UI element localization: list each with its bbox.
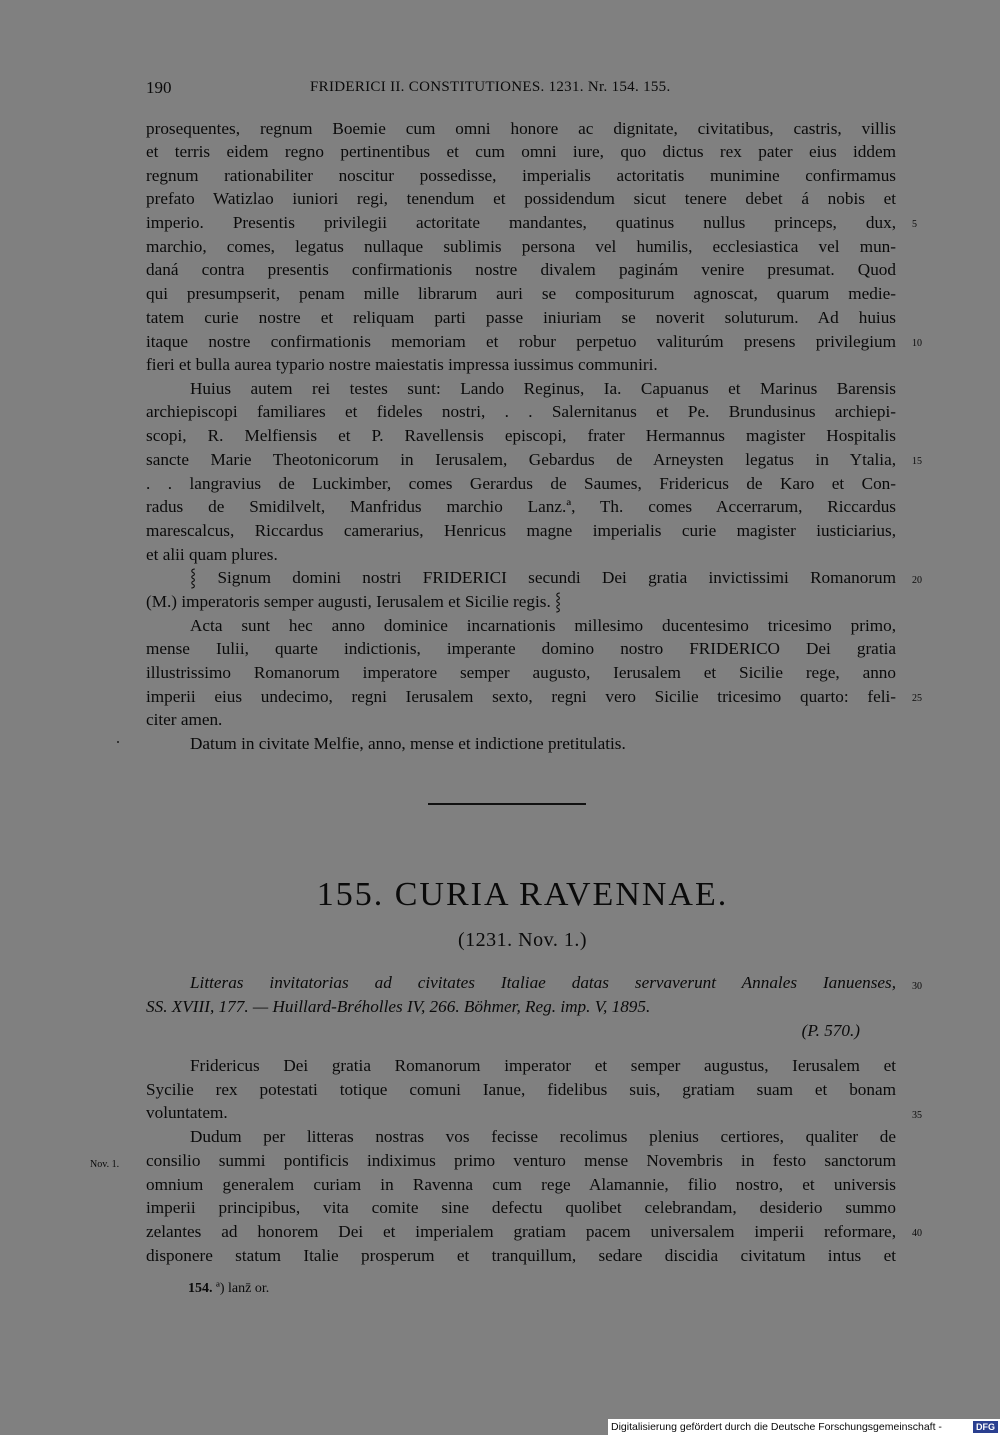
line-number: 20 xyxy=(912,575,922,586)
source-line: SS. XVIII, 177. — Huillard-Bréholles IV, 266. Böhmer, Reg. imp. V, 1895. xyxy=(146,997,651,1016)
text-line: voluntatem. xyxy=(146,1103,228,1122)
dfg-logo: DFG xyxy=(973,1421,998,1433)
text-line: zelantes ad honorem Dei et imperialem gratiam pacem universalem imperii reformare, xyxy=(146,1222,896,1241)
speck xyxy=(117,741,119,743)
section-divider xyxy=(428,803,586,805)
text-line: consilio summi pontificis indiximus primo venturo mense Novembris in festo sanctorum xyxy=(146,1151,896,1170)
text-line: daná contra presentis confirmationis nostre divalem paginám venire presumat. Quod xyxy=(146,260,896,279)
footnote xyxy=(188,1281,269,1297)
text-line: et alii quam plures. xyxy=(146,545,278,564)
text-line: Fridericus Dei gratia Romanorum imperator et semper augustus, Ierusalem et xyxy=(190,1056,896,1075)
line-number: 15 xyxy=(912,456,922,467)
text-line: sancte Marie Theotonicorum in Ierusalem, Gebardus de Arneysten legatus in Ytalia, xyxy=(146,450,896,469)
running-header xyxy=(146,78,896,100)
text-line: imperii eius undecimo, regni Ierusalem sexto, regni vero Sicilie tricesimo quarto: feli- xyxy=(146,687,896,706)
line-number: 25 xyxy=(912,693,922,704)
text-line: Dudum per litteras nostras vos fecisse recolimus plenius certiores, qualiter de xyxy=(190,1127,896,1146)
text-line: prosequentes, regnum Boemie cum omni honore ac dignitate, civitatibus, castris, villis xyxy=(146,119,896,138)
text-line: imperii principibus, vita comite sine defectu quolibet celebrandam, desiderio summo xyxy=(146,1198,896,1217)
text-line: Datum in civitate Melfie, anno, mense et indictione pretitulatis. xyxy=(190,734,626,753)
footnote-text: ª) lanz̄ or. xyxy=(216,1281,270,1296)
text-line: imperio. Presentis privilegii actoritate mandantes, quatinus nullus princeps, dux, xyxy=(146,213,896,232)
source-line: Litteras invitatorias ad civitates Italiae datas servaverunt Annales Ianuenses, xyxy=(190,973,896,992)
text-line: disponere statum Italie prosperum et tranquillum, sedare discidia civitatum intus et xyxy=(146,1246,896,1265)
line-number: 30 xyxy=(912,981,922,992)
digitization-credit xyxy=(608,1419,1000,1435)
text-line: qui presumpserit, penam mille librarum auri se compositurum agnoscat, quarum medie- xyxy=(146,284,896,303)
text-line: citer amen. xyxy=(146,710,223,729)
text-line: radus de Smidilvelt, Manfridus marchio Lanz.ª, Th. comes Accerrarum, Riccardus xyxy=(146,497,896,516)
line-number: 40 xyxy=(912,1228,922,1239)
text-line: et terris eidem regno pertinentibus et cum omni iure, quo dictus rex pater eius iddem xyxy=(146,142,896,161)
text-line: tatem curie nostre et reliquam parti passe iniuriam se noverit soluturum. Ad huius xyxy=(146,308,896,327)
text-line: omnium generalem curiam in Ravenna cum rege Alamannie, filio nostro, et universis xyxy=(146,1175,896,1194)
text-line: marescalcus, Riccardus camerarius, Henricus magne imperialis curie magister iusticiarius, xyxy=(146,521,896,540)
text-line: illustrissimo Romanorum imperatore semper augusto, Ierusalem et Sicilie rege, anno xyxy=(146,663,896,682)
text-line: archiepiscopi familiares et fideles nostri, . . Salernitanus et Pe. Brundusinus archiepi- xyxy=(146,402,896,421)
footnote-number: 154. xyxy=(188,1281,213,1296)
text-line: regnum rationabiliter noscitur possedisse, imperialis actoritatis munimine confirmamus xyxy=(146,166,896,185)
text-line: mense Iulii, quarte indictionis, imperante domino nostro FRIDERICO Dei gratia xyxy=(146,639,896,658)
section-title: 155. CURIA RAVENNAE. xyxy=(316,876,729,913)
text-line: (M.) imperatoris semper augusti, Ierusalem et Sicilie regis. ⸾ xyxy=(146,592,562,611)
text-line: scopi, R. Melfiensis et P. Ravellensis episcopi, frater Hermannus magister Hospitalis xyxy=(146,426,896,445)
text-line: ⸾ Signum domini nostri FRIDERICI secundi Dei gratia invictissimi Romanorum xyxy=(190,568,896,587)
text-line: . . langravius de Luckimber, comes Gerardus de Saumes, Fridericus de Karo et Con- xyxy=(146,474,896,493)
section-date: (1231. Nov. 1.) xyxy=(458,929,587,951)
text-line: prefato Watizlao iuniori regi, tenendum et possidendum sicut tenere debet á nobis et xyxy=(146,189,896,208)
text-line: Sycilie rex potestati totique comuni Ianue, fidelibus suis, gratiam suam et bonam xyxy=(146,1080,896,1099)
text-line: marchio, comes, legatus nullaque sublimis persona vel humilis, ecclesiastica vel mun- xyxy=(146,237,896,256)
text-line: Huius autem rei testes sunt: Lando Reginus, Ia. Capuanus et Marinus Barensis xyxy=(190,379,896,398)
line-number: 35 xyxy=(912,1110,922,1121)
credit-text: Digitalisierung gefördert durch die Deutsche Forschungsgemeinschaft - xyxy=(611,1421,942,1433)
margin-note: Nov. 1. xyxy=(90,1159,120,1170)
line-number: 5 xyxy=(912,219,917,230)
text-line: fieri et bulla aurea typario nostre maiestatis impressa iussimus communiri. xyxy=(146,355,658,374)
source-line: (P. 570.) xyxy=(801,1021,860,1040)
running-title: FRIDERICI II. CONSTITUTIONES. 1231. Nr. 154. 155. xyxy=(310,79,671,95)
line-number: 10 xyxy=(912,338,922,349)
page-number: 190 xyxy=(146,78,172,97)
text-line: itaque nostre confirmationis memoriam et robur perpetuo valiturúm presens privilegium xyxy=(146,332,896,351)
text-line: Acta sunt hec anno dominice incarnationis millesimo ducentesimo tricesimo primo, xyxy=(190,616,896,635)
